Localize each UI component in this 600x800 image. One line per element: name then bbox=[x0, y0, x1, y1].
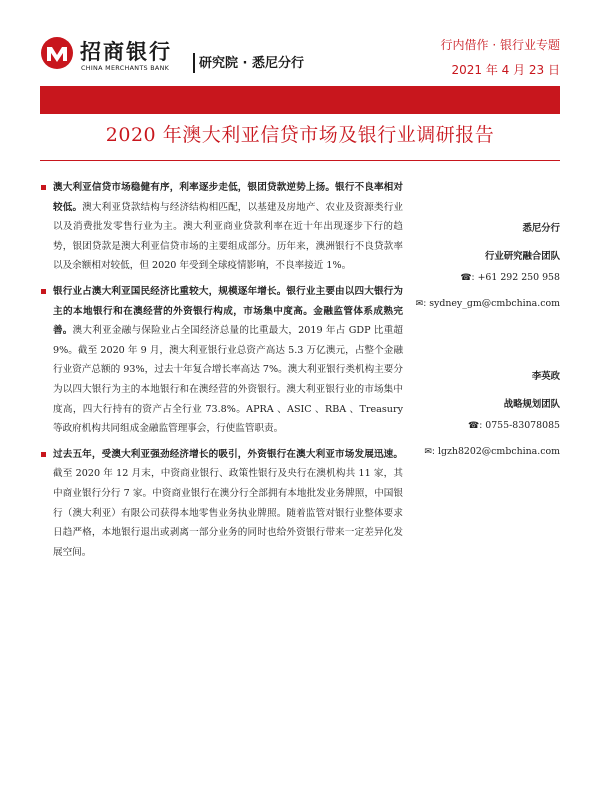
telephone-icon: ☎: bbox=[460, 273, 475, 283]
logo-chinese-name: 招商银行 bbox=[80, 40, 172, 64]
summary-bullet bbox=[40, 282, 403, 439]
envelope-icon: ✉: bbox=[415, 299, 427, 309]
summary-bullet bbox=[40, 445, 403, 563]
telephone-icon: ☎: bbox=[468, 421, 483, 431]
contact-block bbox=[413, 368, 560, 464]
logo-separator bbox=[193, 53, 195, 73]
department-label: 研究院 · 悉尼分行 bbox=[199, 56, 304, 71]
cmb-logo-icon bbox=[40, 36, 74, 70]
bullet-body: 澳大利亚金融与保险业占全国经济总量的比重最大，2019 年占 GDP 比重超 9%。截至 2020 年 9 月，澳大利亚银行业总资产高达 5.3 万亿澳元，占整个金融行业资产总额的 93%，过去十年复合增长率高达 7%。澳大利亚银行类机构主要分为以四大银行为主的本地银行和在澳经营的外资银行。澳大利亚银行业的市场集中度高，四大行持有的资产占全行业 73.8%。APRA 、ASIC 、RBA 、Treasury 等政府机构共同组成金融监管理事会，行使监管职责。 bbox=[53, 325, 404, 435]
contact-team: 行业研究融合团队 bbox=[484, 251, 560, 262]
bullet-square-icon bbox=[41, 289, 46, 294]
bullet-lead: 澳大利亚信贷市场稳健有序，利率逐步走低，银团贷款逆势上扬。银行不良率相对较低。 bbox=[53, 182, 403, 213]
report-header bbox=[40, 34, 560, 84]
bullet-square-icon bbox=[41, 452, 46, 457]
contact-email: ✉: sydney_gm@cmbchina.com bbox=[415, 298, 560, 309]
contact-block bbox=[413, 220, 560, 316]
bullet-body: 澳大利亚贷款结构与经济结构相匹配，以基建及房地产、农业及资源类行业以及消费批发零售行业为主。澳大利亚商业贷款利率在近十年出现逐步下行的趋势，银团贷款是澳大利亚信贷市场的主要组成部分。历年来，澳洲银行不良贷款率以及余额相对较低，但 2020 年受到全球疫情影响，不良率接近 1%。 bbox=[53, 201, 404, 272]
logo-english-name: CHINA MERCHANTS BANK bbox=[81, 64, 170, 72]
bullet-square-icon bbox=[41, 185, 46, 190]
contact-name: 悉尼分行 bbox=[522, 223, 560, 234]
contact-name: 李英政 bbox=[531, 371, 560, 382]
red-banner bbox=[40, 86, 560, 114]
bullet-body: 截至 2020 年 12 月末，中资商业银行、政策性银行及央行在澳机构共 11 家，其中商业银行分行 7 家。中资商业银行在澳分行全部拥有本地批发业务牌照，中国银行（澳大利亚）有限公司获得本地零售业务执业牌照。随着监管对银行业整体要求日趋严格，本地银行退出或剥离一部分业务的同时也给外资银行带来一定差异化发展空间。 bbox=[53, 468, 403, 558]
contact-phone: ☎: 0755-83078085 bbox=[468, 420, 560, 431]
contact-phone: ☎: +61 292 250 958 bbox=[460, 272, 560, 283]
contact-column bbox=[413, 220, 560, 464]
report-title: 2020 年澳大利亚信贷市场及银行业调研报告 bbox=[105, 124, 495, 146]
contact-email: ✉: lgzh8202@cmbchina.com bbox=[424, 446, 560, 457]
report-date: 2021 年 4 月 23 日 bbox=[451, 63, 560, 77]
summary-column bbox=[40, 178, 403, 568]
contact-team: 战略规划团队 bbox=[503, 399, 560, 410]
report-category: 行内借作 · 银行业专题 bbox=[440, 38, 560, 52]
summary-bullet bbox=[40, 178, 403, 276]
bullet-lead: 过去五年，受澳大利亚强劲经济增长的吸引，外资银行在澳大利亚市场发展迅速。 bbox=[53, 448, 403, 460]
title-divider bbox=[40, 160, 560, 161]
bullet-lead: 银行业占澳大利亚国民经济比重较大，规模逐年增长。银行业主要由以四大银行为主的本地银行和在澳经营的外资银行构成，市场集中度高。金融监管体系成熟完善。 bbox=[53, 285, 403, 337]
envelope-icon: ✉: bbox=[424, 447, 435, 457]
